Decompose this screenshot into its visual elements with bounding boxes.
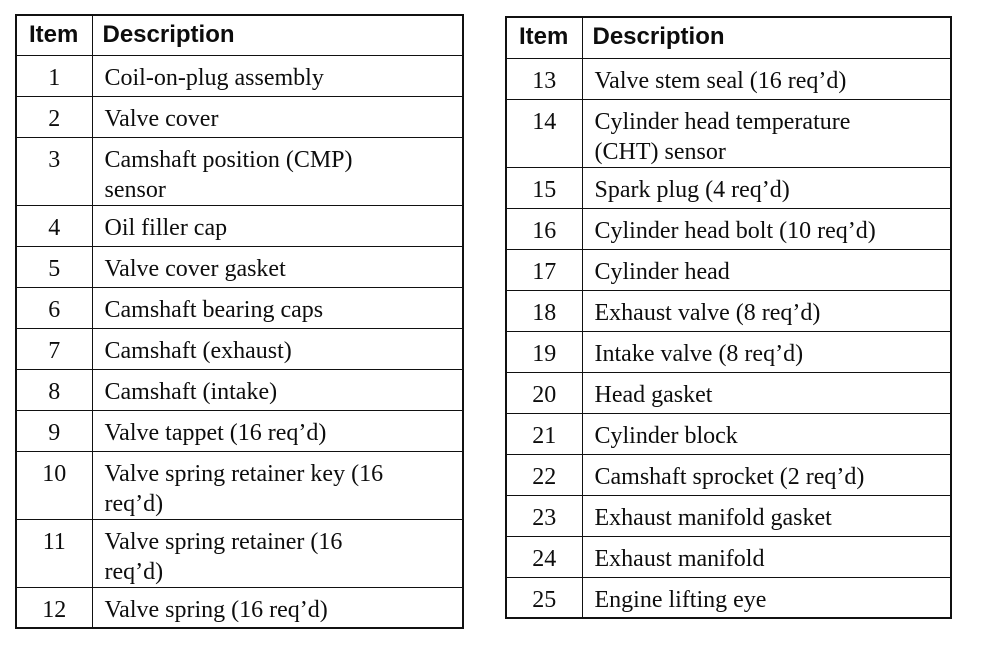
header-row [16, 15, 463, 55]
description-cell: Valve cover gasket [92, 246, 463, 287]
description-cell: Valve tappet (16 req’d) [92, 410, 463, 451]
header-row [506, 17, 951, 58]
table-row [16, 205, 463, 246]
item-number-cell: 8 [16, 369, 92, 410]
table-row [506, 413, 951, 454]
table-row [506, 372, 951, 413]
description-cell: Exhaust valve (8 req’d) [582, 290, 951, 331]
table-row [506, 290, 951, 331]
description-cell: Camshaft position (CMP) sensor [92, 137, 463, 205]
table-row [16, 369, 463, 410]
description-column-header: Description [582, 17, 951, 58]
item-number-cell: 15 [506, 167, 582, 208]
item-number-cell: 12 [16, 587, 92, 628]
table-row [506, 167, 951, 208]
table-row [506, 58, 951, 99]
description-cell: Cylinder head bolt (10 req’d) [582, 208, 951, 249]
table-row [16, 587, 463, 628]
table-row [16, 96, 463, 137]
description-cell: Camshaft (intake) [92, 369, 463, 410]
description-cell: Valve spring retainer key (16 req’d) [92, 451, 463, 519]
table-row [16, 519, 463, 587]
item-number-cell: 22 [506, 454, 582, 495]
item-number-cell: 17 [506, 249, 582, 290]
description-cell: Camshaft (exhaust) [92, 328, 463, 369]
description-cell: Engine lifting eye [582, 577, 951, 618]
description-cell: Spark plug (4 req’d) [582, 167, 951, 208]
parts-table-left [15, 14, 464, 629]
description-cell: Valve cover [92, 96, 463, 137]
item-number-cell: 6 [16, 287, 92, 328]
item-number-cell: 24 [506, 536, 582, 577]
parts-table-right [505, 16, 952, 619]
description-cell: Cylinder head temperature (CHT) sensor [582, 99, 951, 167]
table-row [506, 577, 951, 618]
item-number-cell: 21 [506, 413, 582, 454]
item-column-header: Item [16, 15, 92, 55]
description-cell: Head gasket [582, 372, 951, 413]
table-row [16, 137, 463, 205]
description-cell: Camshaft bearing caps [92, 287, 463, 328]
item-number-cell: 18 [506, 290, 582, 331]
description-column-header: Description [92, 15, 463, 55]
item-number-cell: 1 [16, 55, 92, 96]
item-number-cell: 2 [16, 96, 92, 137]
parts-table-right-body [506, 58, 951, 618]
item-number-cell: 4 [16, 205, 92, 246]
description-cell: Coil-on-plug assembly [92, 55, 463, 96]
item-number-cell: 16 [506, 208, 582, 249]
description-cell: Cylinder block [582, 413, 951, 454]
description-cell: Exhaust manifold gasket [582, 495, 951, 536]
item-number-cell: 19 [506, 331, 582, 372]
item-number-cell: 9 [16, 410, 92, 451]
item-number-cell: 20 [506, 372, 582, 413]
item-number-cell: 23 [506, 495, 582, 536]
description-cell: Valve spring (16 req’d) [92, 587, 463, 628]
item-number-cell: 13 [506, 58, 582, 99]
item-number-cell: 5 [16, 246, 92, 287]
table-row [506, 454, 951, 495]
description-cell: Intake valve (8 req’d) [582, 331, 951, 372]
table-row [506, 331, 951, 372]
table-row [16, 55, 463, 96]
table-row [16, 246, 463, 287]
parts-table-left-body [16, 55, 463, 628]
table-row [506, 208, 951, 249]
item-number-cell: 7 [16, 328, 92, 369]
table-row [506, 99, 951, 167]
item-number-cell: 11 [16, 519, 92, 587]
table-row [16, 287, 463, 328]
description-cell: Valve stem seal (16 req’d) [582, 58, 951, 99]
table-row [506, 495, 951, 536]
table-row [506, 536, 951, 577]
item-number-cell: 3 [16, 137, 92, 205]
description-cell: Exhaust manifold [582, 536, 951, 577]
description-cell: Valve spring retainer (16 req’d) [92, 519, 463, 587]
item-number-cell: 14 [506, 99, 582, 167]
description-cell: Oil filler cap [92, 205, 463, 246]
table-row [16, 410, 463, 451]
table-row [506, 249, 951, 290]
table-row [16, 328, 463, 369]
table-row [16, 451, 463, 519]
description-cell: Camshaft sprocket (2 req’d) [582, 454, 951, 495]
description-cell: Cylinder head [582, 249, 951, 290]
item-column-header: Item [506, 17, 582, 58]
item-number-cell: 10 [16, 451, 92, 519]
item-number-cell: 25 [506, 577, 582, 618]
